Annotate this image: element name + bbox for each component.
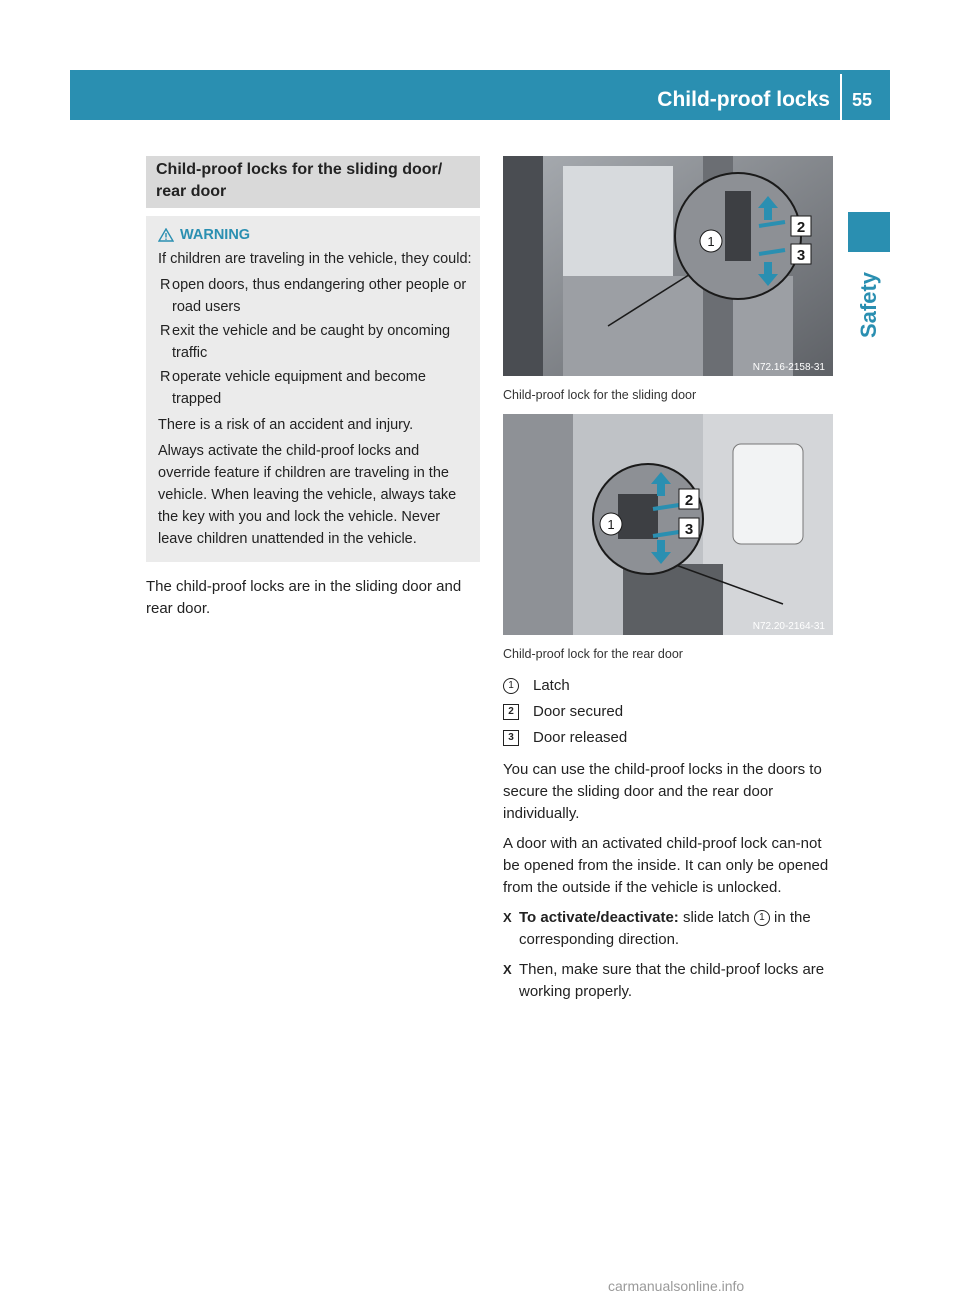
list-item: R operate vehicle equipment and become trapped [160, 369, 426, 407]
figure2-caption: Child-proof lock for the rear door [503, 647, 683, 661]
legend-list [503, 673, 833, 751]
section-heading: Child-proof locks for the sliding door/ rear door [146, 156, 480, 208]
sliding-door-figure [503, 156, 833, 376]
list-item: R open doors, thus endangering other people or road users [160, 277, 467, 315]
page-section-title: Child-proof locks [657, 88, 830, 111]
left-column [146, 156, 480, 620]
side-tab-marker [848, 212, 890, 252]
callout-3-icon: 3 [503, 730, 519, 746]
rear-door-figure [503, 414, 833, 635]
figure1-callout-1: 1 [707, 234, 715, 249]
instructions [503, 759, 833, 1003]
step-arrow-icon: X [503, 962, 512, 977]
legend-item-door-released: 3 Door released [503, 725, 833, 751]
body-paragraph: The child-proof locks are in the sliding door and rear door. [146, 578, 462, 617]
callout-1-icon: 1 [503, 678, 519, 694]
warning-triangle-icon [158, 228, 174, 242]
figure2-callout-3: 3 [684, 521, 694, 538]
callout-1-icon: 1 [754, 910, 770, 926]
figure1-callout-2: 2 [796, 219, 806, 236]
step-arrow-icon: X [503, 910, 512, 925]
warning-title: WARNING [158, 224, 472, 246]
figure1-code: N72.16-2158-31 [752, 362, 825, 373]
paragraph-locked: A door with an activated child-proof lock can-not be opened from the inside. It can only be opened from the outside if the vehicle is unlocked. [503, 835, 829, 896]
legend-item-door-secured: 2 Door secured [503, 699, 833, 725]
step-check: X Then, make sure that the child-proof locks are working properly. [503, 961, 825, 1000]
warning-advice: Always activate the child-proof locks and override feature if children are traveling in the vehicle. When leaving the vehicle, always take the key with you and lock the vehicle. Never leave children unattended in the vehicle. [158, 443, 457, 547]
callout-2-icon: 2 [503, 704, 519, 720]
figure2-code: N72.20-2164-31 [752, 621, 825, 632]
watermark: carmanualsonline.info [608, 1278, 745, 1294]
figure2-callout-2: 2 [684, 492, 694, 509]
warning-list [158, 274, 472, 410]
warning-risk: There is a risk of an accident and injury. [158, 417, 414, 433]
step-activate: X To activate/deactivate: slide latch 1 in the corresponding direction. [503, 909, 811, 948]
paragraph-usage: You can use the child-proof locks in the doors to secure the sliding door and the rear door individually. [503, 761, 822, 822]
legend-item-latch: 1 Latch [503, 673, 833, 699]
warning-box [146, 216, 480, 562]
figure2-callout-1: 1 [607, 517, 615, 532]
figure1-callout-3: 3 [796, 247, 806, 264]
right-column [503, 156, 833, 1011]
header-title [657, 80, 890, 120]
header-divider [840, 74, 842, 122]
page-number: 55 [851, 89, 872, 110]
warning-intro: If children are traveling in the vehicle, they could: [158, 251, 472, 267]
list-item: R exit the vehicle and be caught by oncoming traffic [160, 323, 451, 361]
figure1-caption: Child-proof lock for the sliding door [503, 388, 697, 402]
side-section-label: Safety [856, 271, 881, 339]
